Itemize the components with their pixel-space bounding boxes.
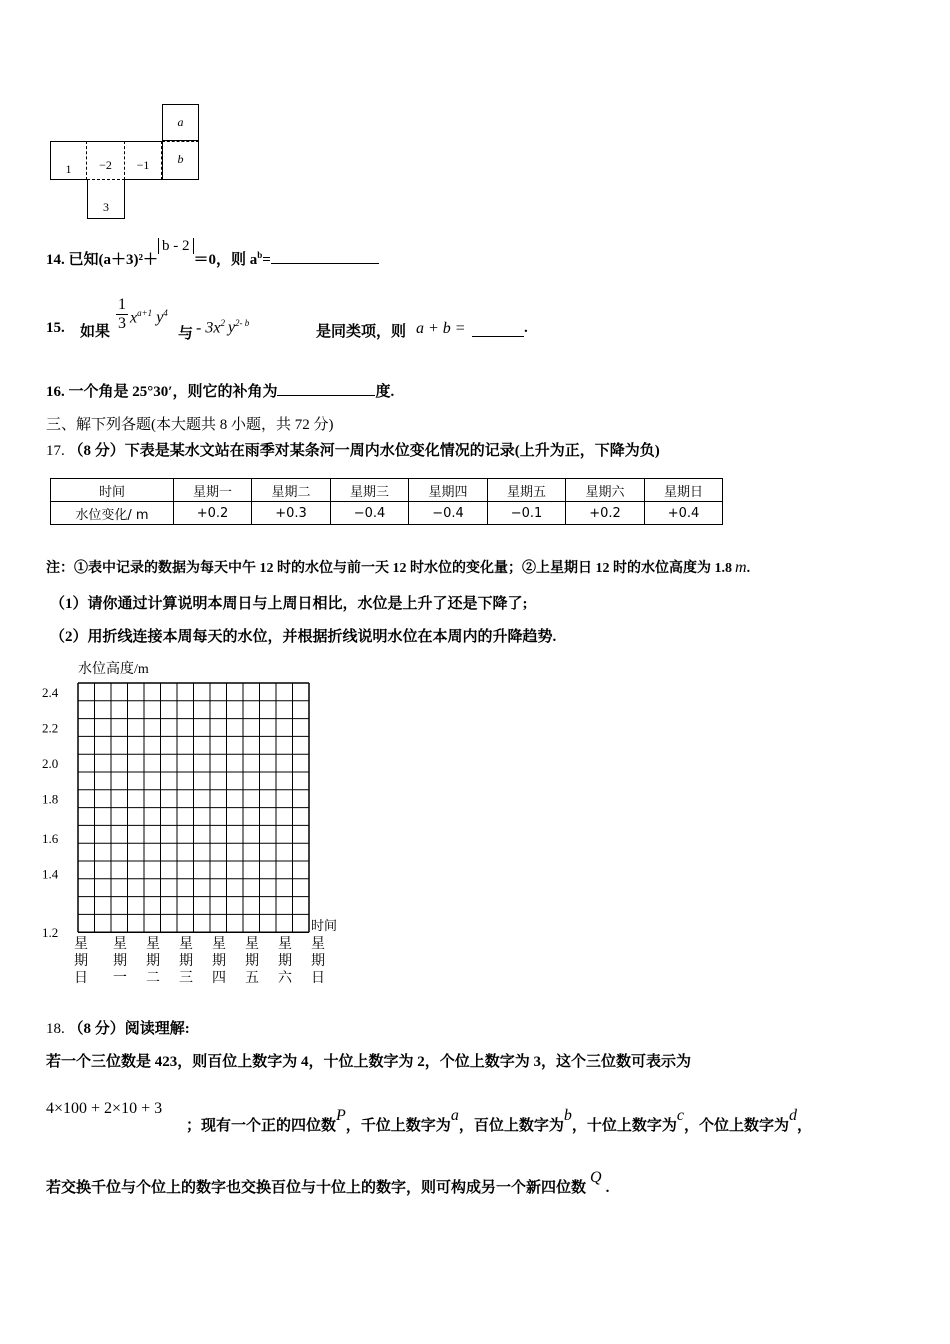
q17-sub2: （2）用折线连接本周每天的水位，并根据折线说明水位在本周内的升降趋势.: [50, 629, 557, 645]
question-18: [46, 1017, 190, 1038]
table-header-cell: 星期四: [409, 479, 488, 502]
grid-y-tick-label: 2.4: [42, 684, 59, 700]
q15-term2: - $3x^2$ $y^{2- b}$: [196, 318, 250, 337]
table-header-cell: 星期六: [566, 479, 645, 502]
water-level-grid-chart[interactable]: [40, 655, 350, 990]
q15-number: 15.: [46, 320, 65, 336]
q17-sub1: （1）请你通过计算说明本周日与上周日相比，水位是上升了还是下降了;: [50, 596, 528, 612]
grid-x-tick-char: 一: [113, 970, 127, 987]
q15-expr: a + b =: [416, 320, 466, 337]
table-row: [51, 502, 723, 525]
water-level-table: [50, 478, 723, 525]
q15-answer-blank[interactable]: [472, 322, 524, 337]
net-cell-3: 3: [87, 180, 125, 219]
q15-term1: $x^{a+1}$ $y^4$: [130, 308, 168, 327]
grid-x-tick-char: 星: [212, 936, 226, 953]
net-cell-a: a: [162, 104, 199, 141]
grid-x-tick-char: 期: [146, 953, 160, 970]
grid-x-axis-label: 时间: [311, 919, 338, 935]
grid-x-tick-char: 六: [278, 970, 292, 987]
grid-x-tick-char: 期: [113, 953, 127, 970]
table-cell: −0.4: [331, 502, 409, 525]
table-header-cell: 星期一: [174, 479, 252, 502]
question-16: [46, 380, 394, 401]
table-header-cell: 星期二: [252, 479, 331, 502]
q14-eq: =: [262, 252, 271, 268]
net-cell-minus2: −2: [87, 141, 125, 180]
net-cell-minus1: −1: [125, 141, 162, 180]
q17-note-end: .: [746, 561, 751, 576]
grid-x-tick-char: 五: [245, 970, 259, 987]
grid-y-axis-label: 水位高度/m: [78, 662, 149, 677]
q14-text-post: ＝0，则 a: [193, 252, 258, 268]
net-cell-1: 1: [50, 141, 87, 180]
table-row-label: 水位变化/ m: [51, 502, 174, 525]
grid-x-tick-char: 三: [179, 970, 193, 987]
grid-y-tick-label: 2.2: [42, 720, 59, 736]
table-cell: −0.4: [409, 502, 488, 525]
cube-net-figure: [50, 104, 210, 224]
table-cell: −0.1: [488, 502, 566, 525]
table-cell: +0.2: [174, 502, 252, 525]
q14-exponent: b: [257, 250, 263, 260]
q18-line3: 若交换千位与个位上的数字也交换百位与十位上的数字，则可构成另一个新四位数Q.: [46, 1169, 610, 1196]
q15-fraction: $\frac{1}{3}$: [118, 296, 126, 332]
q17-number: 17.: [46, 443, 65, 459]
table-cell: +0.3: [252, 502, 331, 525]
q15-end: .: [524, 320, 528, 336]
grid-y-tick-label: 1.6: [42, 830, 59, 846]
grid-x-tick-char: 期: [212, 953, 226, 970]
q17-text: 下表是某水文站在雨季对某条河一周内水位变化情况的记录(上升为正，下降为负): [124, 443, 660, 459]
grid-x-tick-char: 星: [74, 936, 88, 953]
q16-text: 一个角是 25°30′，则它的补角为: [68, 384, 278, 400]
q18-line2-text: ；现有一个正的四位数P，千位上数字为a，百位上数字为b，十位上数字为c，个位上数字为d，: [186, 1107, 812, 1134]
q18-title: 阅读理解:: [124, 1021, 190, 1037]
grid-x-tick-char: 日: [74, 970, 88, 987]
q16-answer-blank[interactable]: [277, 381, 375, 396]
grid-x-tick-char: 星: [278, 936, 292, 953]
question-14: [46, 238, 379, 269]
section-3-title: 三、解下列各题(本大题共 8 小题，共 72 分): [46, 417, 334, 433]
grid-y-tick-label: 1.2: [42, 925, 59, 941]
table-header-cell: 星期三: [331, 479, 409, 502]
table-header-cell: 时间: [51, 479, 174, 502]
q15-tail: 是同类项，则: [316, 324, 407, 340]
q15-mid: 与: [178, 326, 194, 342]
grid-x-tick-char: 日: [311, 970, 325, 987]
grid-x-tick-char: 星: [245, 936, 259, 953]
grid-y-tick-label: 1.4: [42, 866, 59, 882]
grid-x-tick-char: 四: [212, 970, 226, 987]
q14-answer-blank[interactable]: [271, 249, 379, 264]
q14-abs-expr: b - 2: [158, 238, 194, 254]
q14-number: 14.: [46, 252, 65, 268]
table-header-cell: 星期日: [645, 479, 723, 502]
grid-x-tick-char: 星: [146, 936, 160, 953]
grid-x-tick-char: 星: [113, 936, 127, 953]
grid-x-tick-char: 期: [179, 953, 193, 970]
grid-x-tick-char: 期: [245, 953, 259, 970]
grid-x-tick-char: 星: [179, 936, 193, 953]
table-cell: +0.4: [645, 502, 723, 525]
q17-note-unit: m: [735, 559, 747, 576]
q17-note: 注：①表中记录的数据为每天中午 12 时的水位与前一天 12 时水位的变化量；②上星期日 12 时的水位高度为 1.8 m.: [46, 559, 751, 576]
table-cell: +0.2: [566, 502, 645, 525]
grid-x-tick-char: 期: [311, 953, 325, 970]
grid-x-tick-char: 星: [311, 936, 325, 953]
q18-expr: 4×100 + 2×10 + 3: [46, 1100, 163, 1117]
q18-number: 18.: [46, 1021, 65, 1037]
grid-x-tick-char: 二: [146, 970, 160, 987]
q14-text: 已知(a＋3)²＋: [68, 252, 158, 268]
grid-y-tick-label: 1.8: [42, 791, 59, 807]
q18-var-q: Q: [590, 1169, 602, 1186]
net-cell-b: b: [162, 141, 199, 180]
table-header-cell: 星期五: [488, 479, 566, 502]
table-header-row: [51, 479, 723, 502]
grid-x-tick-char: 期: [278, 953, 292, 970]
q18-line1: 若一个三位数是 423，则百位上数字为 4，十位上数字为 2，个位上数字为 3，这个三位数可表示为: [46, 1054, 692, 1070]
q15-lead: 如果: [80, 324, 111, 340]
q17-score: （8 分）: [68, 443, 125, 459]
question-17: [46, 439, 660, 460]
q16-end: 度.: [375, 384, 395, 400]
grid-x-tick-char: 期: [74, 953, 88, 970]
q16-number: 16.: [46, 384, 65, 400]
q18-score: （8 分）: [68, 1021, 125, 1037]
grid-y-tick-label: 2.0: [42, 756, 59, 772]
